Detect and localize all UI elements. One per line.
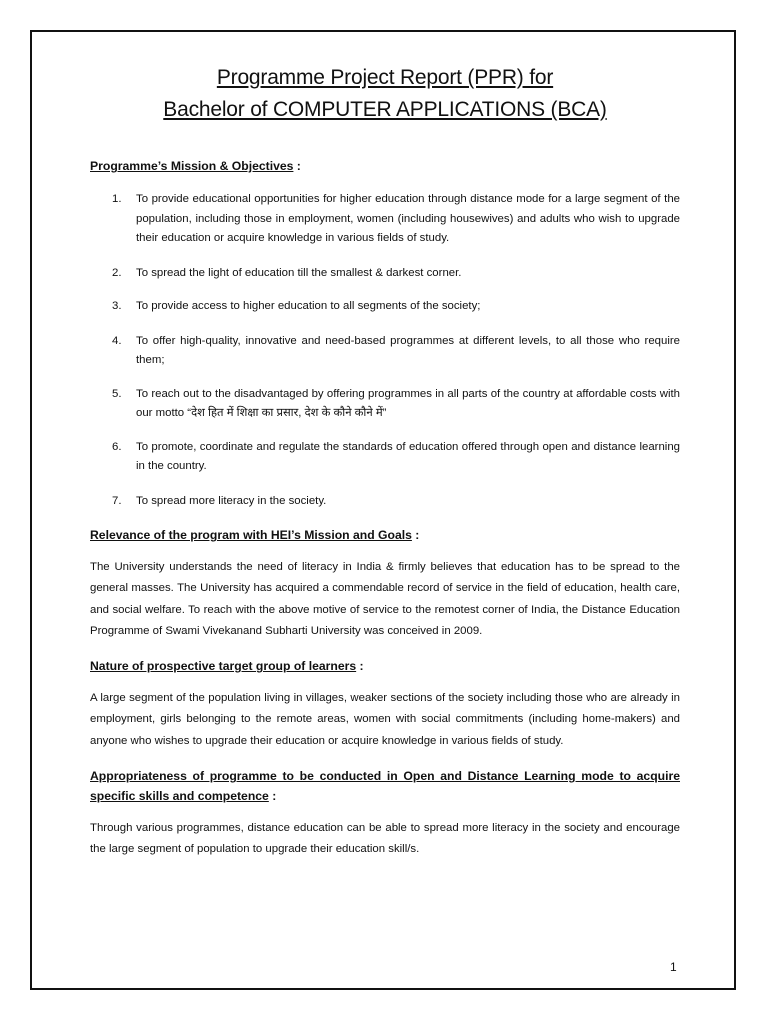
objective-item: 2. To spread the light of education till the smallest & darkest corner. — [112, 266, 462, 279]
objective-item: 4. To offer high-quality, innovative and need-based programmes at different levels, to all those who require them; — [112, 334, 680, 366]
appropriateness-paragraph: Through various programmes, distance education can be able to spread more literacy in the society and encourage the large segment of population to upgrade their education skill/s. — [90, 822, 680, 856]
relevance-paragraph: The University understands the need of literacy in India & firmly believes that education has to be spread to the general masses. The University has acquired a commendable record of service in the field of education, health care, and social welfare. To reach with the above motive of service to the remotest corner of India, the Distance Education Programme of Swami Vivekanand Subharti University was conceived in 2009. — [90, 561, 680, 637]
page-number: 1 — [670, 960, 677, 974]
document-body — [90, 62, 680, 861]
objective-item: 1. To provide educational opportunities for higher education through distance mode for a large segment of the population, including those in employment, women (including housewives) and adults who wish to upgrade their education or acquire knowledge in various fields of study. — [112, 193, 680, 244]
objective-item: 7. To spread more literacy in the society. — [112, 494, 327, 507]
objective-item: 6. To promote, coordinate and regulate the standards of education offered through open and distance learning in the country. — [112, 440, 680, 472]
appropriateness-heading: Appropriateness of programme to be conducted in Open and Distance Learning mode to acquire specific skills and competence : — [90, 769, 680, 804]
nature-paragraph: A large segment of the population living in villages, weaker sections of the society including those who are already in employment, girls belonging to the remote areas, women with social commitments (including home-makers) and anyone who wishes to upgrade their education or acquire knowledge in various fields of study. — [90, 692, 680, 747]
objective-item: 5. To reach out to the disadvantaged by offering programmes in all parts of the country at affordable costs with our motto “देश हित में शिक्षा का प्रसार, देश के कौने कौने में” — [112, 387, 680, 419]
title-line-1: Programme Project Report (PPR) for — [216, 66, 554, 89]
document-title — [90, 62, 680, 126]
objectives-list — [90, 190, 680, 511]
objective-item: 3. To provide access to higher education to all segments of the society; — [112, 300, 481, 312]
title-line-2: Bachelor of COMPUTER APPLICATIONS (BCA) — [163, 98, 607, 121]
mission-heading: Programme’s Mission & Objectives : — [90, 159, 301, 173]
relevance-heading: Relevance of the program with HEI’s Mission and Goals : — [90, 528, 420, 542]
nature-heading: Nature of prospective target group of learners : — [90, 659, 364, 674]
